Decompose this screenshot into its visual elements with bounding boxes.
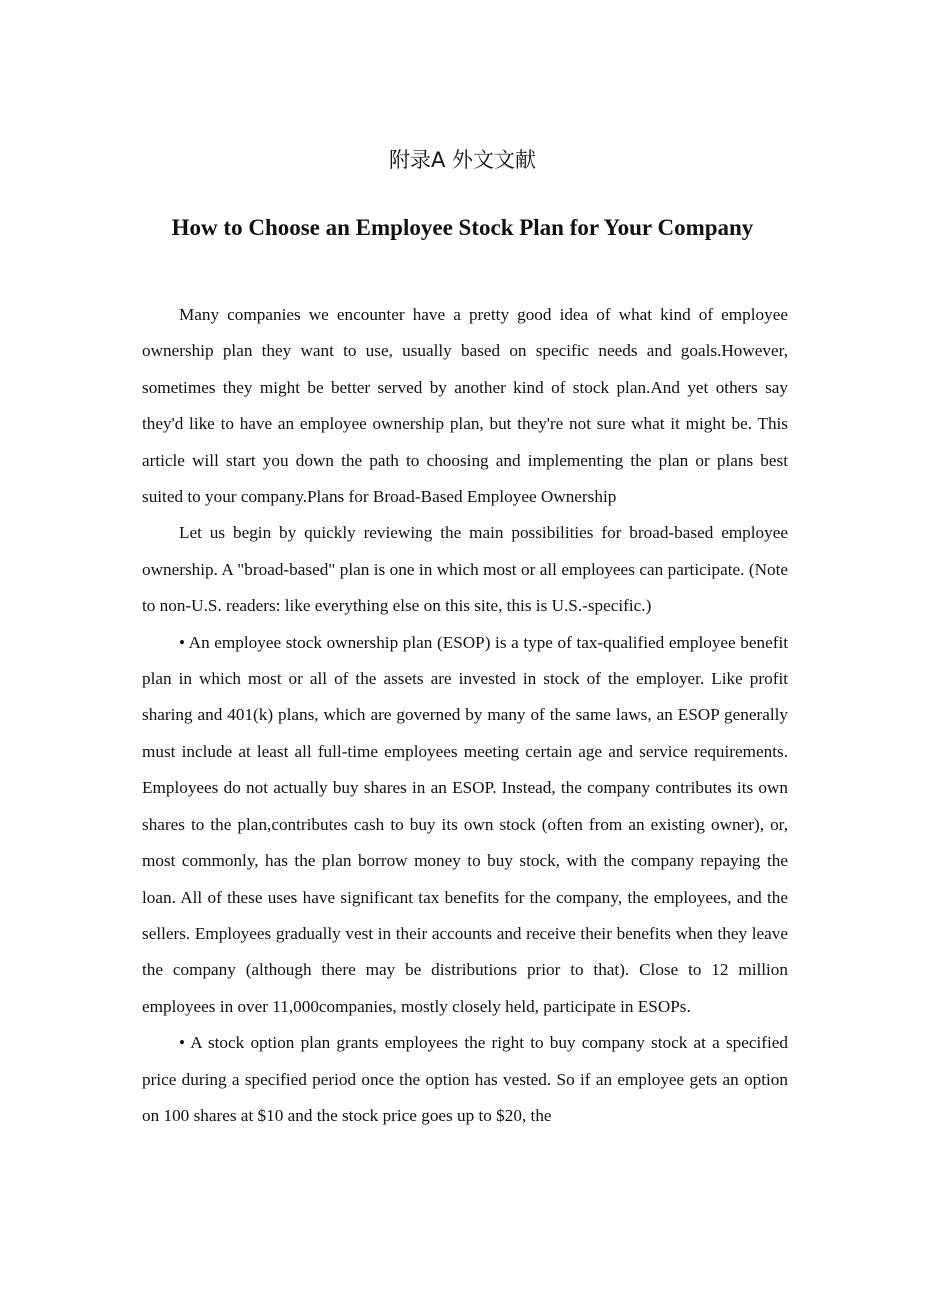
paragraph: Many companies we encounter have a pretty good idea of what kind of employee ownership plan they want to use, usually based on specific needs and goals.However, sometimes they might be better served by another kind of stock plan.And yet others say they'd like to have an employee ownership plan, but they're not sure what it might be. This article will start you down the path to choosing and implementing the plan or plans best suited to your company.Plans for Broad-Based Employee Ownership [142, 305, 788, 507]
paragraph: • An employee stock ownership plan (ESOP) is a type of tax-qualified employee benefit plan in which most or all of the assets are invested in stock of the employer. Like profit sharing and 401(k) plans, which are governed by many of the same laws, an ESOP generally must include at least all full-time employees meeting certain age and service requirements. Employees do not actually buy shares in an ESOP. Instead, the company contributes its own shares to the plan,contributes cash to buy its own stock (often from an existing owner), or, most commonly, has the plan borrow money to buy stock, with the company repaying the loan. All of these uses have significant tax benefits for the company, the employees, and the sellers. Employees gradually vest in their accounts and receive their benefits when they leave the company (although there may be distributions prior to that). Close to 12 million employees in over 11,000companies, mostly closely held, participate in ESOPs. [142, 632, 788, 1016]
article-body [142, 297, 788, 1134]
paragraph: Let us begin by quickly reviewing the main possibilities for broad-based employee ownership. A "broad-based" plan is one in which most or all employees can participate. (Note to non-U.S. readers: like everything else on this site, this is U.S.-specific.) [142, 523, 788, 616]
paragraph: • A stock option plan grants employees the right to buy company stock at a specified price during a specified period once the option has vested. So if an employee gets an option on 100 shares at $10 and the stock price goes up to $20, the [142, 1033, 788, 1125]
appendix-heading: 附录A 外文文献 [388, 148, 537, 172]
article-title: How to Choose an Employee Stock Plan for Your Company [171, 215, 754, 240]
